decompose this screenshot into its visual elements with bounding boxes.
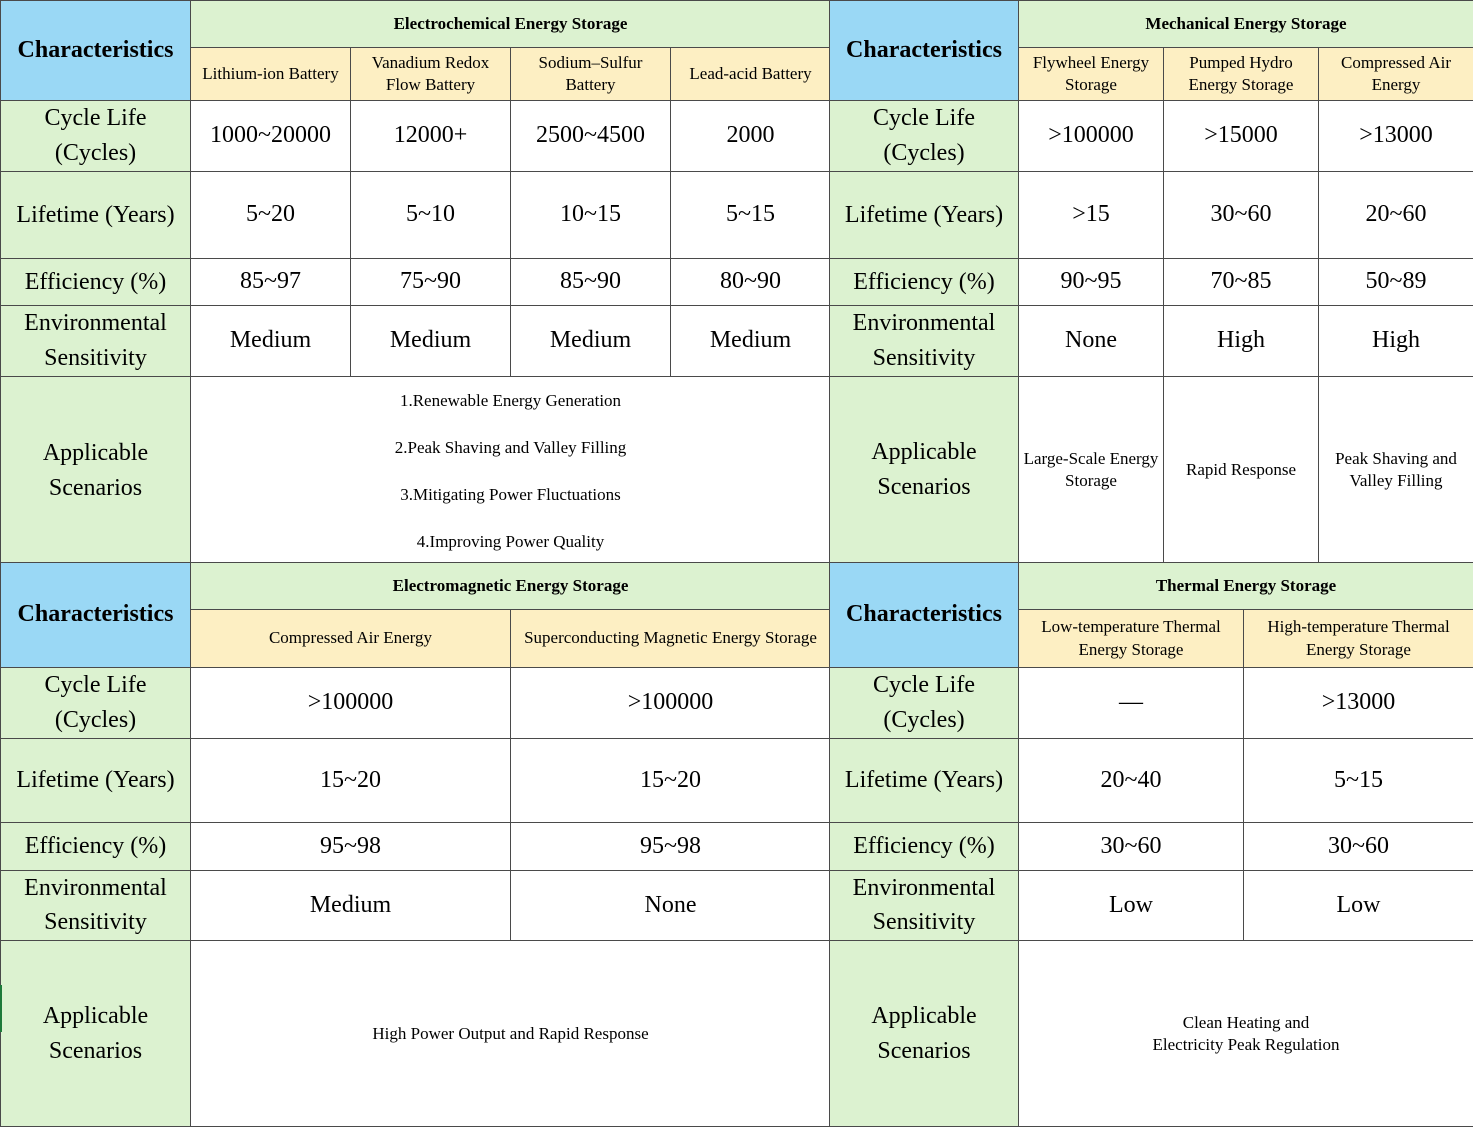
row-label-cycle-life: Cycle Life (Cycles) xyxy=(830,101,1019,172)
cell-efficiency: 95~98 xyxy=(191,822,511,870)
row-label-env-sensitivity: Environmental Sensitivity xyxy=(1,306,191,377)
scenario-item: 4.Improving Power Quality xyxy=(195,518,826,565)
cell-scenarios: Rapid Response xyxy=(1164,376,1319,564)
cell-efficiency: 80~90 xyxy=(671,259,831,306)
column-header-flywheel: Flywheel Energy Storage xyxy=(1019,48,1164,101)
cell-efficiency: 30~60 xyxy=(1019,822,1244,870)
cell-efficiency: 95~98 xyxy=(511,822,831,870)
cell-env-sensitivity: Low xyxy=(1244,870,1473,941)
row-label-lifetime: Lifetime (Years) xyxy=(1,738,191,822)
cell-efficiency: 75~90 xyxy=(351,259,511,306)
cell-cycle-life: 2000 xyxy=(671,101,831,172)
column-header-low-temperature: Low-temperature Thermal Energy Storage xyxy=(1019,610,1244,668)
mechanical-table xyxy=(829,0,1473,565)
row-label-cycle-life: Cycle Life (Cycles) xyxy=(1,101,191,172)
cell-env-sensitivity: Medium xyxy=(511,306,671,377)
cell-lifetime: 15~20 xyxy=(511,738,831,822)
cell-cycle-life: >13000 xyxy=(1319,101,1473,172)
row-label-scenarios: Applicable Scenarios xyxy=(1,376,191,565)
cell-efficiency: 70~85 xyxy=(1164,259,1319,306)
cell-env-sensitivity: Low xyxy=(1019,870,1244,941)
row-label-efficiency: Efficiency (%) xyxy=(1,822,191,870)
scenario-item: 1.Renewable Energy Generation xyxy=(195,377,826,424)
column-header-vanadium-redox: Vanadium Redox Flow Battery xyxy=(351,48,511,101)
category-header-electromagnetic: Electromagnetic Energy Storage xyxy=(191,563,831,610)
cell-efficiency: 85~97 xyxy=(191,259,351,306)
row-label-lifetime: Lifetime (Years) xyxy=(830,738,1019,822)
cell-cycle-life: >100000 xyxy=(511,668,831,739)
cell-scenarios-thermal xyxy=(1019,941,1473,1127)
column-header-lead-acid: Lead-acid Battery xyxy=(671,48,831,101)
cell-env-sensitivity: None xyxy=(511,870,831,941)
cell-lifetime: 20~60 xyxy=(1319,172,1473,259)
row-label-efficiency: Efficiency (%) xyxy=(830,259,1019,306)
row-label-cycle-life: Cycle Life (Cycles) xyxy=(830,668,1019,739)
scenario-line: Clean Heating and xyxy=(1023,1012,1469,1034)
cell-cycle-life: >100000 xyxy=(1019,101,1164,172)
selection-edge-marker xyxy=(0,985,2,1032)
cell-lifetime: 20~40 xyxy=(1019,738,1244,822)
cell-scenarios: Peak Shaving and Valley Filling xyxy=(1319,376,1473,564)
cell-env-sensitivity: Medium xyxy=(191,870,511,941)
cell-cycle-life: 2500~4500 xyxy=(511,101,671,172)
cell-cycle-life: >13000 xyxy=(1244,668,1473,739)
scenario-item: 3.Mitigating Power Fluctuations xyxy=(195,471,826,518)
scenario-line: Electricity Peak Regulation xyxy=(1023,1034,1469,1056)
cell-lifetime: >15 xyxy=(1019,172,1164,259)
cell-cycle-life: — xyxy=(1019,668,1244,739)
row-label-env-sensitivity: Environmental Sensitivity xyxy=(1,870,191,941)
row-label-scenarios: Applicable Scenarios xyxy=(830,941,1019,1127)
row-label-lifetime: Lifetime (Years) xyxy=(830,172,1019,259)
column-header-pumped-hydro: Pumped Hydro Energy Storage xyxy=(1164,48,1319,101)
column-header-superconducting-magnetic: Superconducting Magnetic Energy Storage xyxy=(511,610,831,668)
characteristics-header: Characteristics xyxy=(830,1,1019,101)
cell-efficiency: 90~95 xyxy=(1019,259,1164,306)
category-header-thermal: Thermal Energy Storage xyxy=(1019,563,1473,610)
cell-env-sensitivity: Medium xyxy=(671,306,831,377)
characteristics-header: Characteristics xyxy=(1,1,191,101)
scenario-item: 2.Peak Shaving and Valley Filling xyxy=(195,424,826,471)
cell-env-sensitivity: High xyxy=(1164,306,1319,377)
category-header-mechanical: Mechanical Energy Storage xyxy=(1019,1,1473,48)
cell-env-sensitivity: None xyxy=(1019,306,1164,377)
cell-env-sensitivity: Medium xyxy=(191,306,351,377)
row-label-efficiency: Efficiency (%) xyxy=(830,822,1019,870)
row-label-env-sensitivity: Environmental Sensitivity xyxy=(830,870,1019,941)
electromagnetic-table xyxy=(0,562,831,1127)
row-label-cycle-life: Cycle Life (Cycles) xyxy=(1,668,191,739)
cell-lifetime: 15~20 xyxy=(191,738,511,822)
cell-lifetime: 5~20 xyxy=(191,172,351,259)
cell-cycle-life: >100000 xyxy=(191,668,511,739)
thermal-table xyxy=(829,562,1473,1127)
cell-scenarios-electromagnetic: High Power Output and Rapid Response xyxy=(191,941,831,1127)
cell-env-sensitivity: Medium xyxy=(351,306,511,377)
cell-lifetime: 5~10 xyxy=(351,172,511,259)
cell-efficiency: 50~89 xyxy=(1319,259,1473,306)
cell-efficiency: 85~90 xyxy=(511,259,671,306)
category-header-electrochemical: Electrochemical Energy Storage xyxy=(191,1,831,48)
electrochemical-table xyxy=(0,0,831,566)
cell-cycle-life: 12000+ xyxy=(351,101,511,172)
characteristics-header: Characteristics xyxy=(830,563,1019,668)
cell-scenarios-electrochemical xyxy=(191,376,831,565)
cell-lifetime: 10~15 xyxy=(511,172,671,259)
column-header-compressed-air: Compressed Air Energy xyxy=(1319,48,1473,101)
column-header-high-temperature: High-temperature Thermal Energy Storage xyxy=(1244,610,1473,668)
cell-efficiency: 30~60 xyxy=(1244,822,1473,870)
cell-lifetime: 5~15 xyxy=(671,172,831,259)
row-label-scenarios: Applicable Scenarios xyxy=(830,376,1019,564)
cell-lifetime: 5~15 xyxy=(1244,738,1473,822)
cell-cycle-life: >15000 xyxy=(1164,101,1319,172)
row-label-env-sensitivity: Environmental Sensitivity xyxy=(830,306,1019,377)
cell-scenarios: Large-Scale Energy Storage xyxy=(1019,376,1164,564)
column-header-lithium-ion: Lithium-ion Battery xyxy=(191,48,351,101)
cell-cycle-life: 1000~20000 xyxy=(191,101,351,172)
cell-lifetime: 30~60 xyxy=(1164,172,1319,259)
cell-env-sensitivity: High xyxy=(1319,306,1473,377)
column-header-compressed-air: Compressed Air Energy xyxy=(191,610,511,668)
row-label-efficiency: Efficiency (%) xyxy=(1,259,191,306)
row-label-lifetime: Lifetime (Years) xyxy=(1,172,191,259)
row-label-scenarios: Applicable Scenarios xyxy=(1,941,191,1127)
characteristics-header: Characteristics xyxy=(1,563,191,668)
column-header-sodium-sulfur: Sodium–Sulfur Battery xyxy=(511,48,671,101)
